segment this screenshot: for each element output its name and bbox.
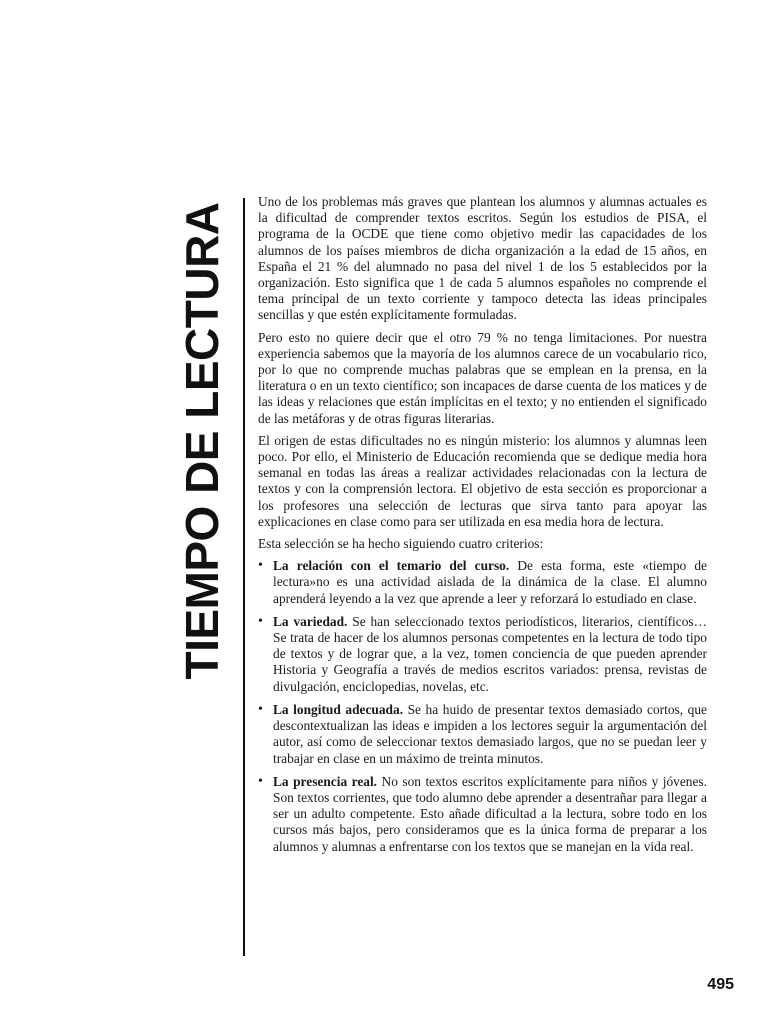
criteria-text: De esta forma, este «tiempo de lectura»no es una actividad aislada de la dinámica de la clase. El alumno aprenderá leyendo a la vez que aprende a leer y reforzará lo estudiado en clase. <box>273 558 707 606</box>
criteria-text: Se han seleccionado textos periodísticos, literarios, científicos… Se trata de hacer de los alumnos personas competentes en la lectura de todo tipo de textos y de lograr que, a la vez, tomen conciencia de que pueden aprender Historia y Geografía a través de medios escritos variados: prensa, revistas de divulgación, enciclopedias, novelas, etc. <box>273 613 707 694</box>
paragraph-intro: Uno de los problemas más graves que plantean los alumnos y alumnas actuales es la dificultad de comprender textos escritos. Según los estudios de PISA, el programa de la OCDE que tiene como objetivo medir las capacidades de los alumnos de los países miembros de dicha organización a la edad de 15 años, en España el 21 % del alumnado no pasa del nivel 1 de los 5 establecidos por la organización. Esto significa que 1 de cada 5 alumnos españoles no comprende el tema principal de un texto corriente y tampoco detecta las ideas principales sencillas y que estén explícitamente formuladas. <box>258 194 707 323</box>
criteria-item <box>258 774 707 855</box>
paragraph-criteria-intro: Esta selección se ha hecho siguiendo cuatro criterios: <box>258 536 544 552</box>
body-text <box>258 194 707 862</box>
criteria-text: Se ha huido de presentar textos demasiado cortos, que descontextualizan las ideas e impiden a los lectores seguir la argumentación del autor, así como de seleccionar textos demasiado largos, que no se puedan leer y trabajar en clase en un máximo de treinta minutos. <box>273 701 707 766</box>
criteria-heading: La variedad. <box>273 613 348 629</box>
page-number: 495 <box>707 976 734 993</box>
criteria-heading: La longitud adecuada. <box>273 701 404 717</box>
criteria-item <box>258 558 707 607</box>
criteria-item <box>258 614 707 695</box>
criteria-item <box>258 702 707 767</box>
section-title <box>176 196 228 686</box>
criteria-heading: La presencia real. <box>273 773 378 789</box>
paragraph-limitations: Pero esto no quiere decir que el otro 79 % no tenga limitaciones. Por nuestra experiencia sabemos que la mayoría de los alumnos carece de un vocabulario rico, por lo que no comprende muchas palabras que se emplean en la prensa, en la literatura o en un texto científico; son incapaces de darse cuenta de los matices y de las ideas y relaciones que están implícitas en el texto; y no entienden el significado de las metáforas y de otras figuras literarias. <box>258 329 707 426</box>
criteria-list <box>258 558 707 854</box>
criteria-heading: La relación con el temario del curso. <box>273 558 510 574</box>
vertical-divider <box>243 198 245 956</box>
paragraph-origin: El origen de estas dificultades no es ningún misterio: los alumnos y alumnas leen poco. Por ello, el Ministerio de Educación recomienda que se dedique media hora semanal en todas las áreas a realizar actividades relacionadas con la lectura de textos y con la comprensión lectora. El objetivo de esta sección es proporcionar a los profesores una selección de lecturas que sirva tanto para apoyar las explicaciones en clase como para ser utilizada en esa media hora de lectura. <box>258 432 707 529</box>
section-title-text: TIEMPO DE LECTURA <box>176 202 228 680</box>
criteria-text: No son textos escritos explícitamente para niños y jóvenes. Son textos corrientes, que todo alumno debe aprender a desentrañar para llegar a ser un adulto competente. Esto añade dificultad a la lectura, sobre todo en los cursos más bajos, pero consideramos que es la única forma de preparar a los alumnos y alumnas a enfrentarse con los textos que se manejan en la vida real. <box>273 773 707 854</box>
